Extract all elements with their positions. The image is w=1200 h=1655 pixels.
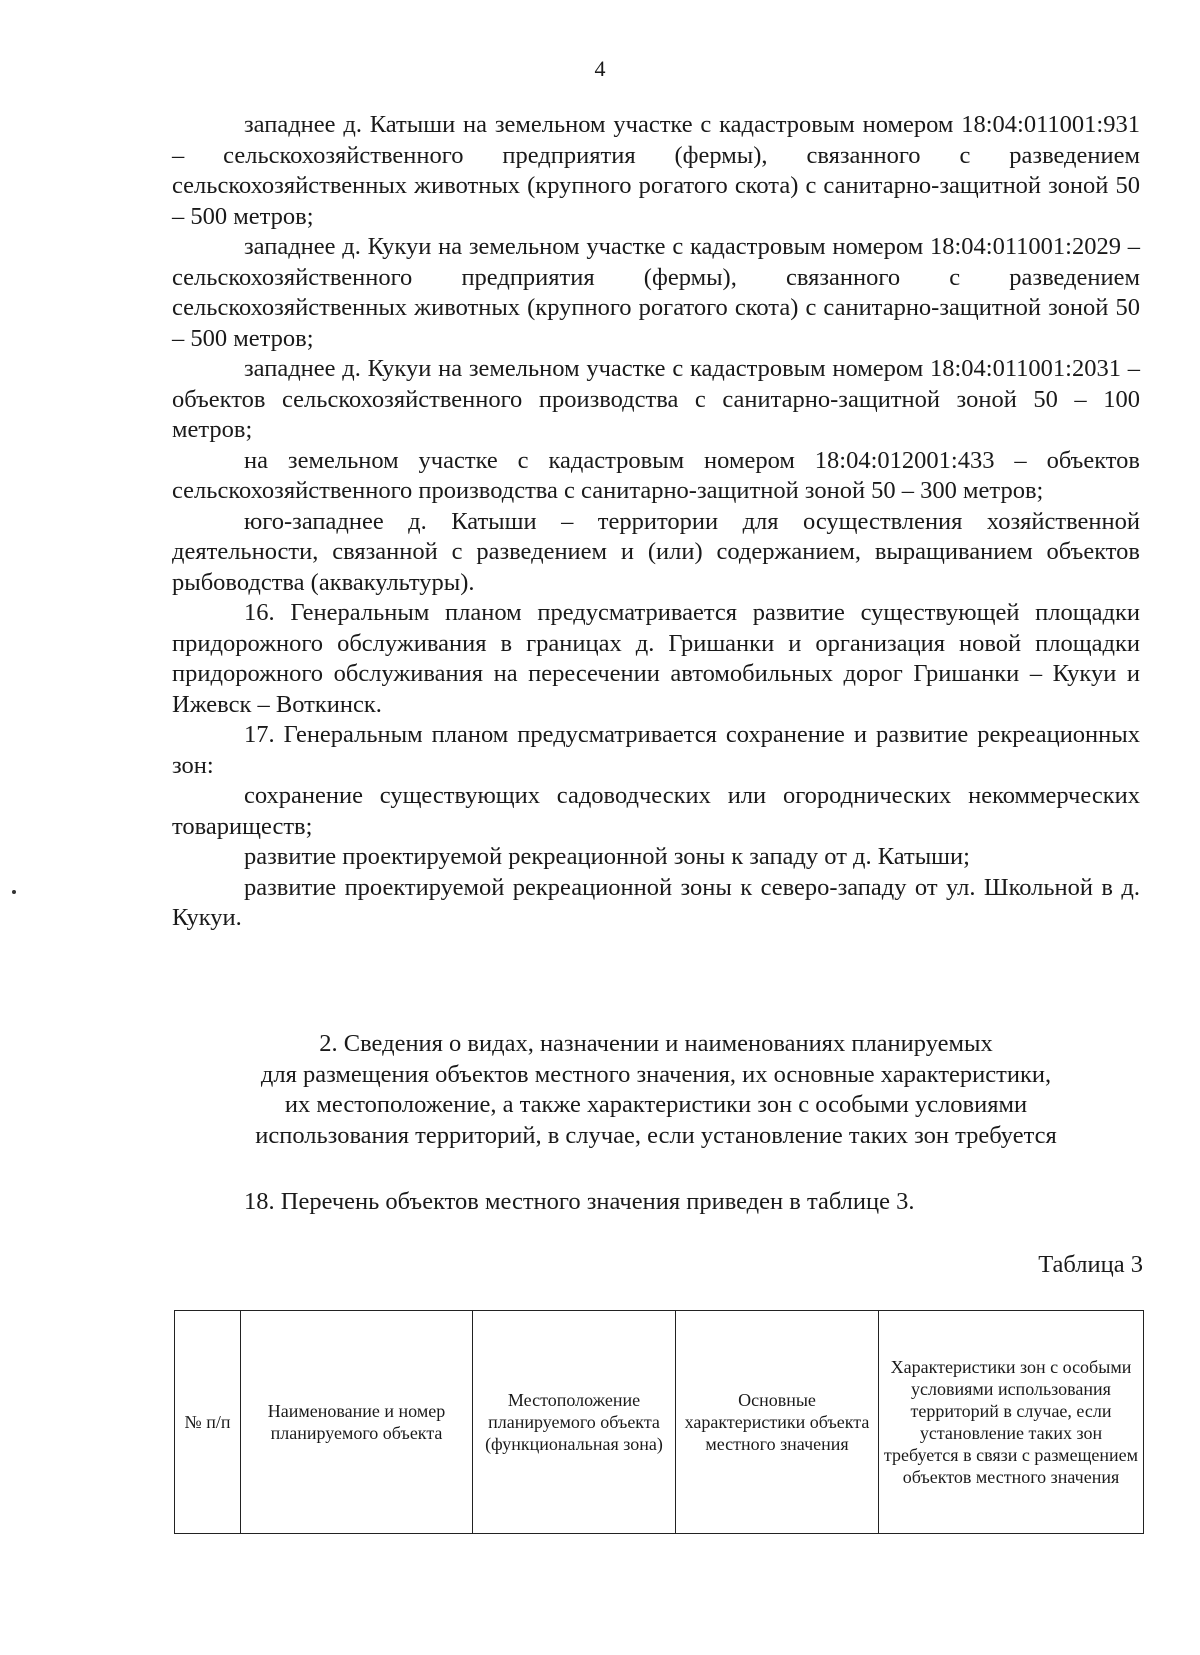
page-number: 4 <box>594 56 606 81</box>
section-title <box>172 1029 1140 1151</box>
paragraph-16: 16. Генеральным планом предусматривается развитие существующей площадки придорожного обслуживания в границах д. Гришанки и организация новой площадки придорожного обслуживания на пересечении автомобильных дорог Гришанки – Кукуи и Ижевск – Воткинск. <box>172 599 1140 718</box>
paragraph-18: 18. Перечень объектов местного значения приведен в таблице 3. <box>244 1188 915 1215</box>
section-title-line: использования территорий, в случае, если установление таких зон требуется <box>255 1121 1057 1149</box>
header-characteristics: Основные характеристики объекта местного значения <box>676 1311 879 1534</box>
objects-table <box>174 1310 1144 1534</box>
paragraph-kukui-farm: западнее д. Кукуи на земельном участке с кадастровым номером 18:04:011001:2029 – сельскохозяйственного предприятия (фермы), связанного с разведением сельскохозяйственных животных (крупного рогатого скота) с санитарно-защитной зоной 50 – 500 метров; <box>172 233 1140 352</box>
table-caption: Таблица 3 <box>1038 1251 1143 1278</box>
header-object-name: Наименование и номер планируемого объекта <box>241 1311 473 1534</box>
paragraph-gardening: сохранение существующих садоводческих или огороднических некоммерческих товариществ; <box>172 782 1140 840</box>
paragraph-aquaculture: юго-западнее д. Катыши – территории для осуществления хозяйственной деятельности, связанной с разведением и (или) содержанием, выращиванием объектов рыбоводства (аквакультуры). <box>172 507 1140 596</box>
table-header-row <box>175 1311 1144 1534</box>
scan-speck <box>12 890 16 894</box>
header-location: Местоположение планируемого объекта (функциональная зона) <box>473 1311 676 1534</box>
paragraph-katyshi-farm: западнее д. Катыши на земельном участке с кадастровым номером 18:04:011001:931 – сельскохозяйственного предприятия (фермы), связанного с разведением сельскохозяйственных животных (крупного рогатого скота) с санитарно-защитной зоной 50 – 500 метров; <box>172 111 1140 230</box>
header-zones: Характеристики зон с особыми условиями использования территорий в случае, если установление таких зон требуется в связи с размещением объектов местного значения <box>879 1311 1144 1534</box>
section-title-line: для размещения объектов местного значения, их основные характеристики, <box>260 1060 1052 1088</box>
header-number: № п/п <box>175 1311 241 1534</box>
paragraph-kukui-production: западнее д. Кукуи на земельном участке с кадастровым номером 18:04:011001:2031 – объектов сельскохозяйственного производства с санитарно-защитной зоной 50 – 100 метров; <box>172 355 1140 443</box>
paragraph-recreation-west: развитие проектируемой рекреационной зоны к западу от д. Катыши; <box>244 843 970 870</box>
paragraph-17: 17. Генеральным планом предусматривается сохранение и развитие рекреационных зон: <box>172 721 1140 779</box>
section-title-line: их местоположение, а также характеристики зон с особыми условиями <box>284 1091 1028 1118</box>
section-title-line: 2. Сведения о видах, назначении и наименованиях планируемых <box>319 1030 993 1057</box>
paragraph-parcel-433: на земельном участке с кадастровым номером 18:04:012001:433 – объектов сельскохозяйственного производства с санитарно-защитной зоной 50 – 300 метров; <box>172 446 1140 504</box>
paragraph-recreation-northwest: развитие проектируемой рекреационной зоны к северо-западу от ул. Школьной в д. Кукуи. <box>172 873 1140 931</box>
body-text <box>172 110 1140 934</box>
